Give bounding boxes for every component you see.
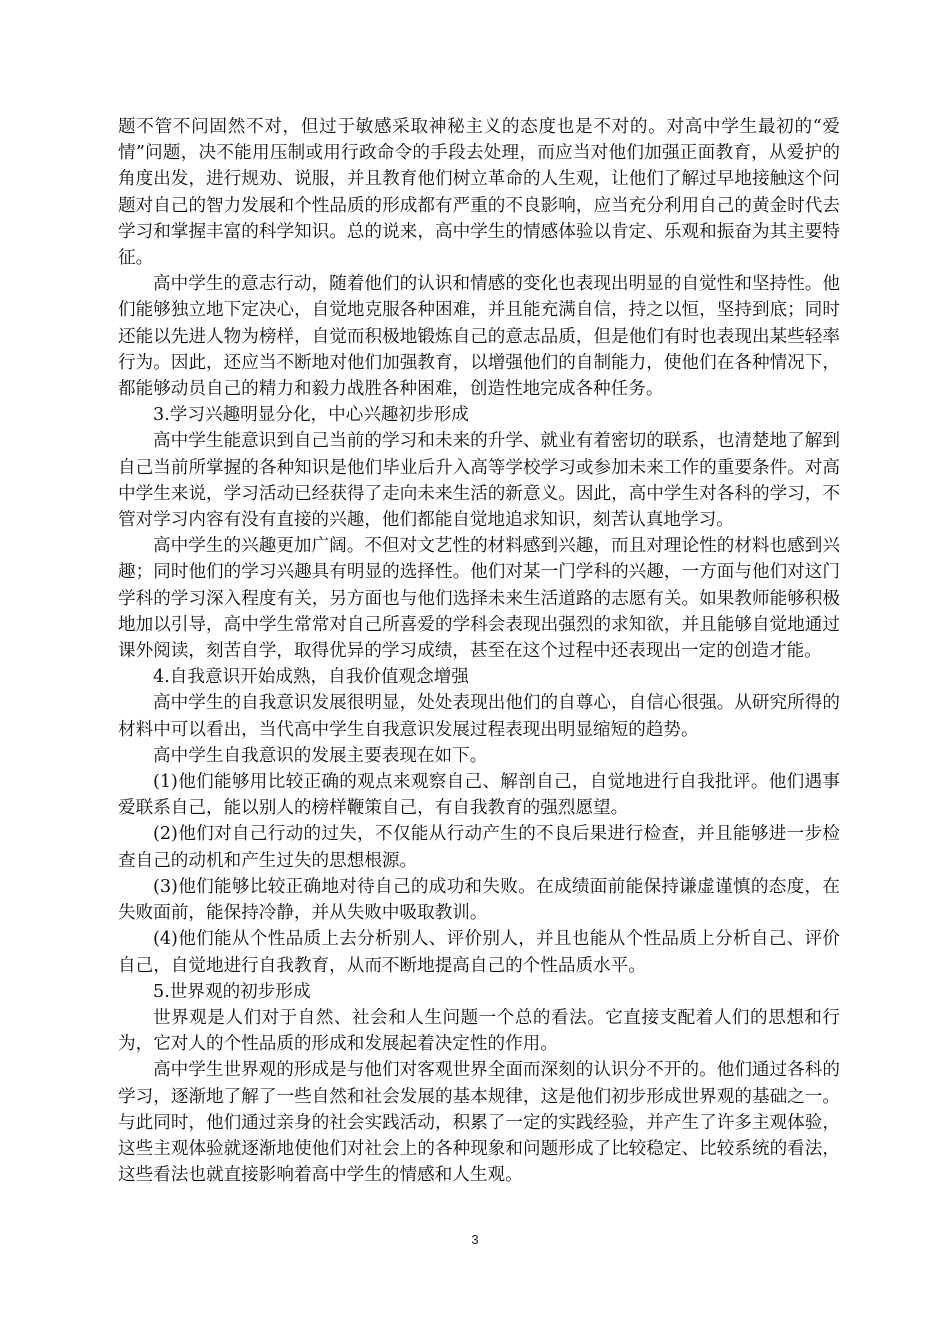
page-number: 3 <box>471 1232 479 1247</box>
list-item-2: (2)他们对自己行动的过失，不仅能从行动产生的不良后果进行检查，并且能够进一步检查自己的动机和产生过失的思想根源。 <box>118 824 840 871</box>
section-heading-4: 4.自我意识开始成熟，自我价值观念增强 <box>153 667 469 688</box>
paragraph-worldview-formation: 高中学生世界观的形成是与他们对客观世界全面而深刻的认识分不开的。他们通过各科的学习，逐渐地了解了一些自然和社会发展的基本规律，这是他们初步形成世界观的基础之一。与此同时，他们通过亲身的社会实践活动，积累了一定的实践经验，并产生了许多主观体验，这些主观体验就逐渐地使他们对社会上的各种现象和问题形成了比较稳定、比较系统的看法，这些看法也就直接影响着高中学生的情感和人生观。 <box>118 1060 840 1186</box>
paragraph-self-awareness: 高中学生的自我意识发展很明显，处处表现出他们的自尊心，自信心很强。从研究所得的材料中可以看出，当代高中学生自我意识发展过程表现出明显缩短的趋势。 <box>118 693 840 740</box>
paragraph-continued: 题不管不问固然不对，但过于敏感采取神秘主义的态度也是不对的。对高中学生最初的“爱情”问题，决不能用压制或用行政命令的手段去处理，而应当对他们加强正面教育，从爱护的角度出发，进行规劝、说服，并且教育他们树立革命的人生观，让他们了解过早地接触这个问题对自己的智力发展和个性品质的形成都有严重的不良影响，应当充分利用自己的黄金时代去学习和掌握丰富的科学知识。总的说来，高中学生的情感体验以肯定、乐观和振奋为其主要特征。 <box>118 117 840 269</box>
section-heading-3: 3.学习兴趣明显分化，中心兴趣初步形成 <box>153 405 469 426</box>
paragraph-learning-awareness: 高中学生能意识到自己当前的学习和未来的升学、就业有着密切的联系，也清楚地了解到自己当前所掌握的各种知识是他们毕业后升入高等学校学习或参加未来工作的重要条件。对高中学生来说，学习活动已经获得了走向未来生活的新意义。因此，高中学生对各科的学习，不管对学习内容有没有直接的兴趣，他们都能自觉地追求知识，刻苦认真地学习。 <box>118 431 840 531</box>
list-item-3: (3)他们能够比较正确地对待自己的成功和失败。在成绩面前能保持谦虚谨慎的态度，在失败面前，能保持冷静，并从失败中吸取教训。 <box>118 876 840 924</box>
paragraph-interest-breadth: 高中学生的兴趣更加广阔。不但对文艺性的材料感到兴趣，而且对理论性的材料也感到兴趣；同时他们的学习兴趣具有明显的选择性。他们对某一门学科的兴趣，一方面与他们对这门学科的学习深入程度有关，另方面也与他们选择未来生活道路的志愿有关。如果教师能够积极地加以引导，高中学生常常对自己所喜爱的学科会表现出强烈的求知欲，并且能够自觉地通过课外阅读，刻苦自学，取得优异的学习成绩，甚至在这个过程中还表现出一定的创造才能。 <box>118 536 840 662</box>
list-item-4: (4)他们能从个性品质上去分析别人、评价别人，并且也能从个性品质上分析自己、评价自己，自觉地进行自我教育，从而不断地提高自己的个性品质水平。 <box>118 929 840 976</box>
document-body <box>118 114 840 1188</box>
list-item-1: (1)他们能够用比较正确的观点来观察自己、解剖自己，自觉地进行自我批评。他们遇事爱联系自己，能以别人的榜样鞭策自己，有自我教育的强烈愿望。 <box>118 772 840 819</box>
paragraph-worldview-definition: 世界观是人们对于自然、社会和人生问题一个总的看法。它直接支配着人们的思想和行为，它对人的个性品质的形成和发展起着决定性的作用。 <box>118 1007 840 1055</box>
paragraph-will-action: 高中学生的意志行动，随着他们的认识和情感的变化也表现出明显的自觉性和坚持性。他们能够独立地下定决心，自觉地克服各种困难，并且能充满自信，持之以恒，坚持到底；同时还能以先进人物为榜样，自觉而积极地锻炼自己的意志品质，但是他们有时也表现出某些轻率行为。因此，还应当不断地对他们加强教育，以增强他们的自制能力，使他们在各种情况下，都能够动员自己的精力和毅力战胜各种困难，创造性地完成各种任务。 <box>118 274 840 400</box>
section-heading-5: 5.世界观的初步形成 <box>153 981 311 1002</box>
paragraph-self-awareness-intro: 高中学生自我意识的发展主要表现在如下。 <box>153 745 488 766</box>
